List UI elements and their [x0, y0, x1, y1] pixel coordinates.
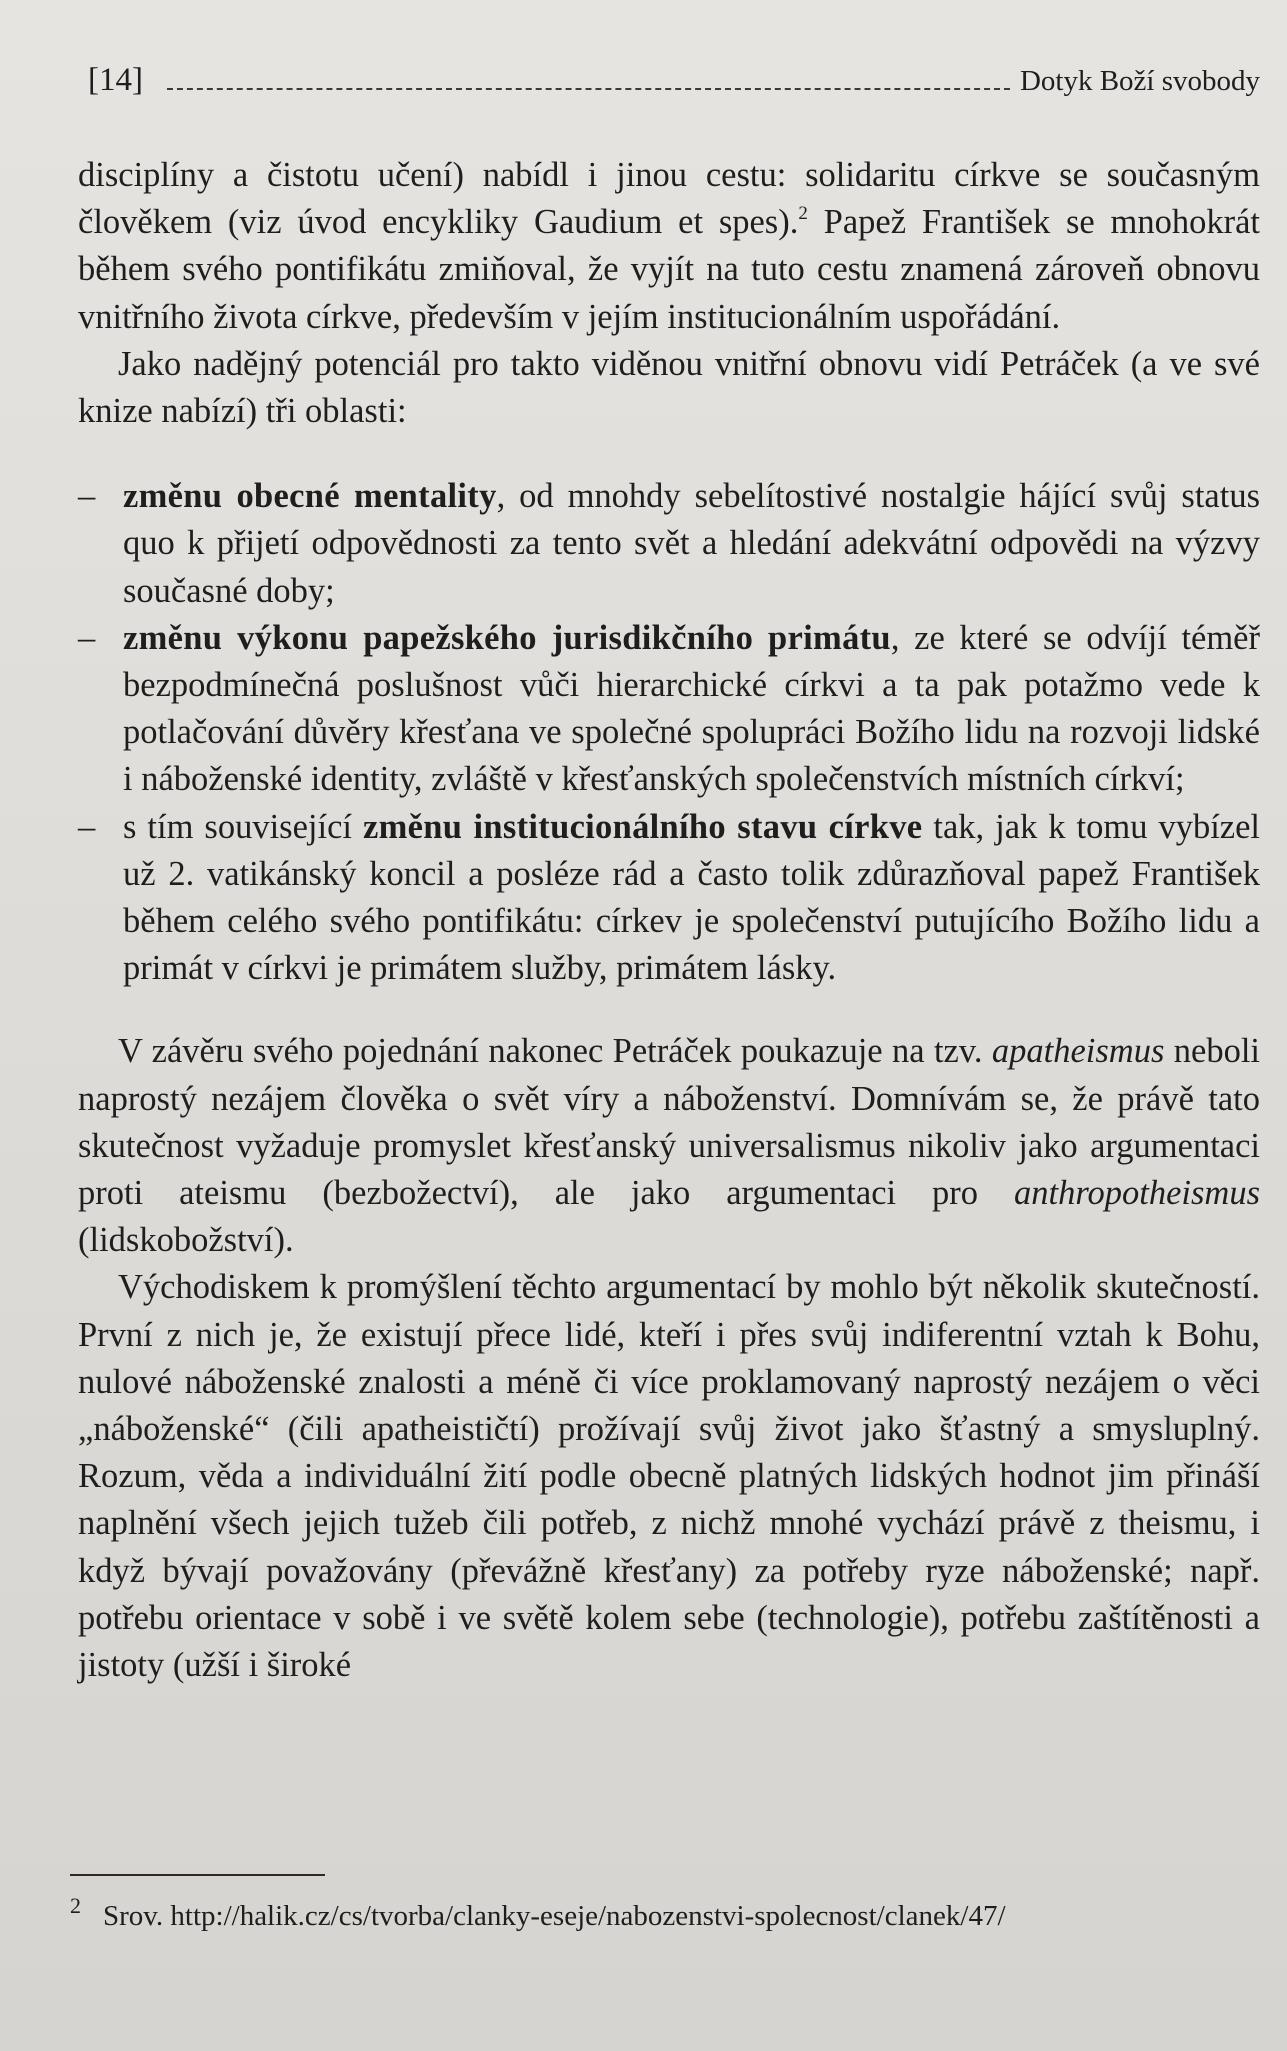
footnote: [70, 1886, 1260, 1936]
paragraph-1-text-b: Papež František se mnohokrát během svého pontifikátu zmiňoval, že vyjít na tuto cestu znamená zároveň obnovu vnitřního života církve, především v jejím institucionálním uspořádání.: [78, 203, 1260, 336]
paragraph-3: [78, 1028, 1260, 1264]
dash-marker: –: [78, 807, 96, 846]
term-apatheismus: apatheismus: [991, 1032, 1165, 1071]
page-header: [88, 62, 1260, 102]
list-item: [78, 804, 1260, 993]
footnote-text: Srov. http://halik.cz/cs/tvorba/clanky-eseje/nabozenstvi-spolecnost/clanek/47/: [103, 1900, 1006, 1932]
dash-marker: –: [78, 618, 96, 657]
paragraph-1: [78, 152, 1260, 341]
footnote-divider: [70, 1874, 325, 1876]
list-item: [78, 615, 1260, 804]
page-number: [14]: [88, 62, 143, 98]
list-item: [78, 473, 1260, 615]
term-anthropotheismus: anthropotheismus: [1014, 1174, 1260, 1213]
header-dash-leader: [167, 70, 1010, 90]
list-item-bold: změnu obecné mentality: [123, 477, 497, 516]
paragraph-2: Jako nadějný potenciál pro takto viděnou vnitřní obnovu vidí Petráček (a ve své knize nabízí) tři oblasti:: [78, 344, 1260, 431]
dash-marker: –: [78, 477, 96, 516]
list-item-post: , od mnohdy sebelítostivé nostalgie hájící svůj status quo k přijetí odpovědnosti za tento svět a hledání adekvátní odpovědi na výzvy současné doby;: [123, 477, 1260, 610]
paragraph-3-text-b: neboli naprostý nezájem člověka o svět víry a náboženství. Domnívám se, že právě tato skutečnost vyžaduje promyslet křesťanský universalismus nikoliv jako argumentaci proti ateismu (bezbožectví), ale jako argumentaci pro: [78, 1032, 1261, 1213]
footnote-number: 2: [70, 1893, 81, 1918]
paragraph-3-text-a: V závěru svého pojednání nakonec Petráček poukazuje na tzv.: [118, 1032, 992, 1071]
paragraph-4: Východiskem k promýšlení těchto argumentací by mohlo být několik skutečností. První z nich je, že existují přece lidé, kteří i přes svůj indiferentní vztah k Bohu, nulové náboženské znalosti a méně či více proklamovaný naprostý nezájem o věci „náboženské“ (čili apatheističtí) prožívají svůj život jako šťastný a smysluplný. Rozum, věda a individuální žití podle obecně platných lidských hodnot jim přináší naplnění všech jejich tužeb čili potřeb, z nichž mnohé vychází právě z theismu, i když bývají považovány (převážně křesťany) za potřeby ryze náboženské; např. potřebu orientace v sobě i ve světě kolem sebe (technologie), potřebu zaštítěnosti a jistoty (užší i široké: [78, 1268, 1260, 1685]
paragraph-3-text-c: (lidskobožství).: [78, 1221, 294, 1260]
list-item-pre: s tím související: [123, 807, 363, 846]
list-item-bold: změnu institucionálního stavu církve: [362, 807, 923, 846]
footnote-reference: 2: [798, 203, 808, 225]
list-item-post: , ze které se odvíjí téměř bezpodmínečná poslušnost vůči hierarchické církvi a ta pak potažmo vede k potlačování důvěry křesťana ve společné spolupráci Božího lidu na rozvoji lidské i náboženské identity, zvláště v křesťanských společenstvích místních církví;: [123, 618, 1260, 799]
list-item-bold: změnu výkonu papežského jurisdikčního primátu: [123, 618, 891, 657]
running-title: Dotyk Boží svobody: [1019, 65, 1260, 97]
list-item-post: tak, jak k tomu vybízel už 2. vatikánský koncil a posléze rád a často tolik zdůrazňoval papež František během celého svého pontifikátu: církev je společenství putujícího Božího lidu a primát v církvi je primátem služby, primátem lásky.: [123, 807, 1261, 988]
body-text: [78, 152, 1260, 1689]
bullet-list: [78, 473, 1260, 992]
paragraph-1-text-a: disciplíny a čistotu učení) nabídl i jinou cestu: solidaritu církve se současným člověkem (viz úvod encykliky Gaudium et spes).: [78, 156, 1260, 242]
